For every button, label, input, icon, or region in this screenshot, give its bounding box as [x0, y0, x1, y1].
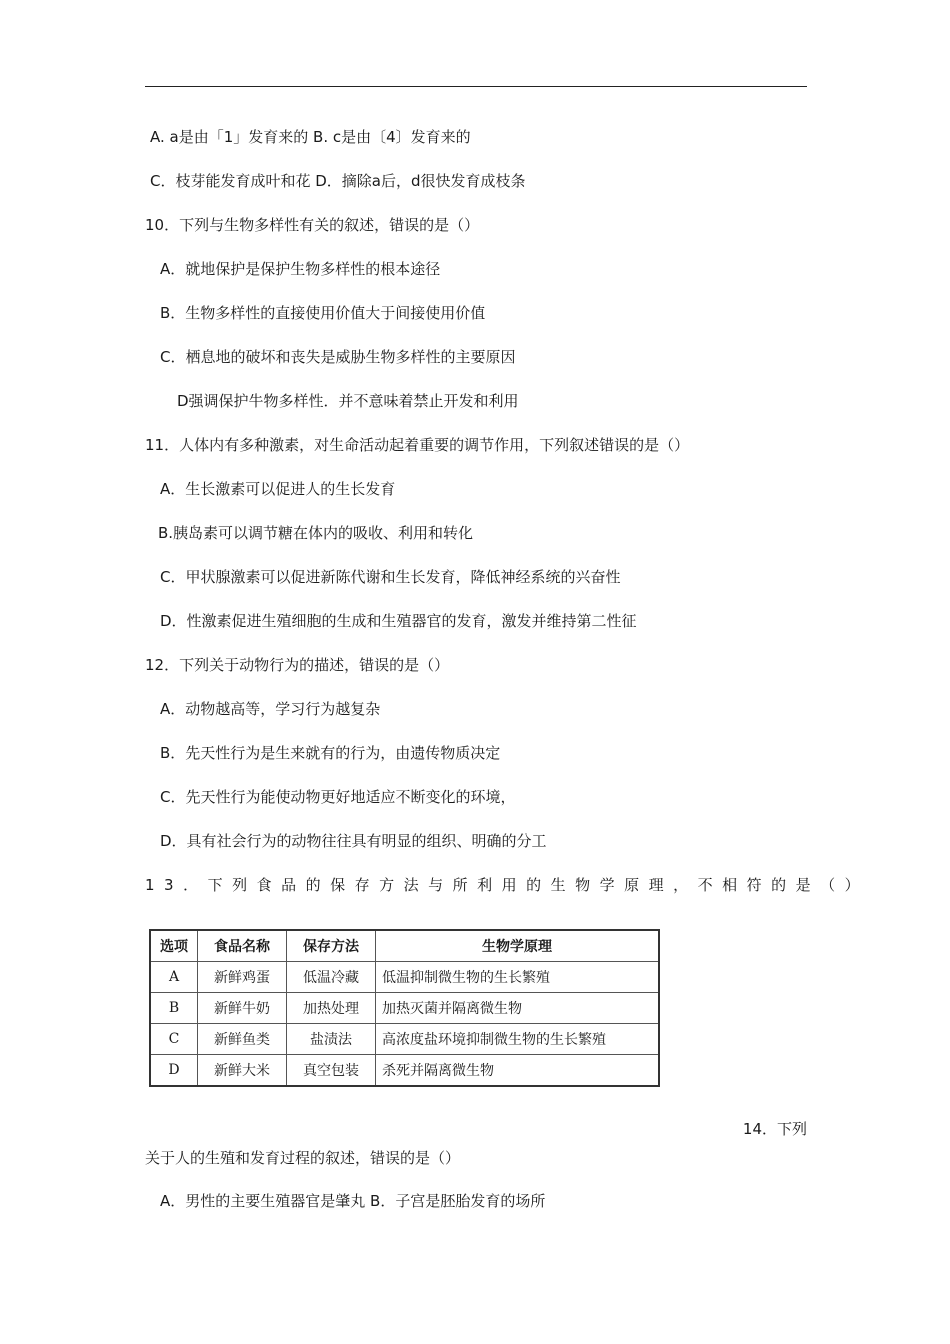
q12-option-a: A．动物越高等，学习行为越复杂 [160, 700, 381, 718]
q12-option-c: C．先天性行为能使动物更好地适应不断变化的环境， [160, 788, 516, 806]
table-cell: 新鲜鱼类 [198, 1024, 287, 1055]
q9-options-ab: A. a是由「1」发育来的 B. c是由〔4〕发育来的 [150, 128, 471, 146]
q10-option-d: D强调保护牛物多样性．并不意味着禁止开发和利用 [177, 392, 519, 410]
table-header-cell: 食品名称 [198, 930, 287, 962]
table-cell: 新鲜牛奶 [198, 993, 287, 1024]
q13-stem: 13．下列食品的保存方法与所利用的生物学原理，不相符的是（） [145, 876, 870, 894]
table-row [150, 1024, 659, 1055]
q14-stem-start: 14．下列 [742, 1120, 807, 1138]
q9-options-cd: C．枝芽能发育成叶和花 D．摘除a后，d很快发育成枝条 [150, 172, 526, 190]
table-header-row [150, 930, 659, 962]
table-cell: A [150, 962, 198, 993]
q10-option-c: C．栖息地的破坏和丧失是威胁生物多样性的主要原因 [160, 348, 516, 366]
table-cell: D [150, 1055, 198, 1087]
table-cell: 盐渍法 [287, 1024, 376, 1055]
table-cell: 低温冷藏 [287, 962, 376, 993]
table-row [150, 993, 659, 1024]
table-cell: 真空包装 [287, 1055, 376, 1087]
table-header-cell: 选项 [150, 930, 198, 962]
q12-stem: 12．下列关于动物行为的描述，错误的是（） [145, 656, 450, 674]
food-preservation-table [149, 929, 660, 1087]
q14-options-ab: A．男性的主要生殖器官是肇丸 B．子宫是胚胎发育的场所 [160, 1192, 546, 1210]
q11-stem: 11．人体内有多种激素，对生命活动起着重要的调节作用，下列叙述错误的是（） [145, 436, 690, 454]
table-cell: 高浓度盐环境抑制微生物的生长繁殖 [376, 1024, 660, 1055]
q11-option-b: B.胰岛素可以调节糖在体内的吸收、利用和转化 [158, 524, 474, 542]
table-cell: 低温抑制微生物的生长繁殖 [376, 962, 660, 993]
table-cell: 杀死并隔离微生物 [376, 1055, 660, 1087]
q11-option-d: D．性激素促进生殖细胞的生成和生殖器官的发育，激发并维持第二性征 [160, 612, 637, 630]
table-cell: 新鲜鸡蛋 [198, 962, 287, 993]
table-header-cell: 生物学原理 [376, 930, 660, 962]
table-cell: 加热灭菌并隔离微生物 [376, 993, 660, 1024]
table-row [150, 1055, 659, 1087]
header-rule [145, 86, 807, 87]
table-cell: 加热处理 [287, 993, 376, 1024]
q10-option-b: B．生物多样性的直接使用价值大于间接使用价值 [160, 304, 486, 322]
q10-stem: 10．下列与生物多样性有关的叙述，错误的是（） [145, 216, 480, 234]
q12-option-d: D．具有社会行为的动物往往具有明显的组织、明确的分工 [160, 832, 547, 850]
table-cell: 新鲜大米 [198, 1055, 287, 1087]
q12-option-b: B．先天性行为是生来就有的行为，由遗传物质决定 [160, 744, 501, 762]
table-row [150, 962, 659, 993]
q11-option-c: C．甲状腺激素可以促进新陈代谢和生长发育，降低神经系统的兴奋性 [160, 568, 621, 586]
table-cell: C [150, 1024, 198, 1055]
q10-option-a: A．就地保护是保护生物多样性的根本途径 [160, 260, 441, 278]
table-header-cell: 保存方法 [287, 930, 376, 962]
table-cell: B [150, 993, 198, 1024]
q14-stem-rest: 关于人的生殖和发育过程的叙述，错误的是（） [145, 1149, 461, 1167]
q11-option-a: A．生长激素可以促进人的生长发育 [160, 480, 396, 498]
